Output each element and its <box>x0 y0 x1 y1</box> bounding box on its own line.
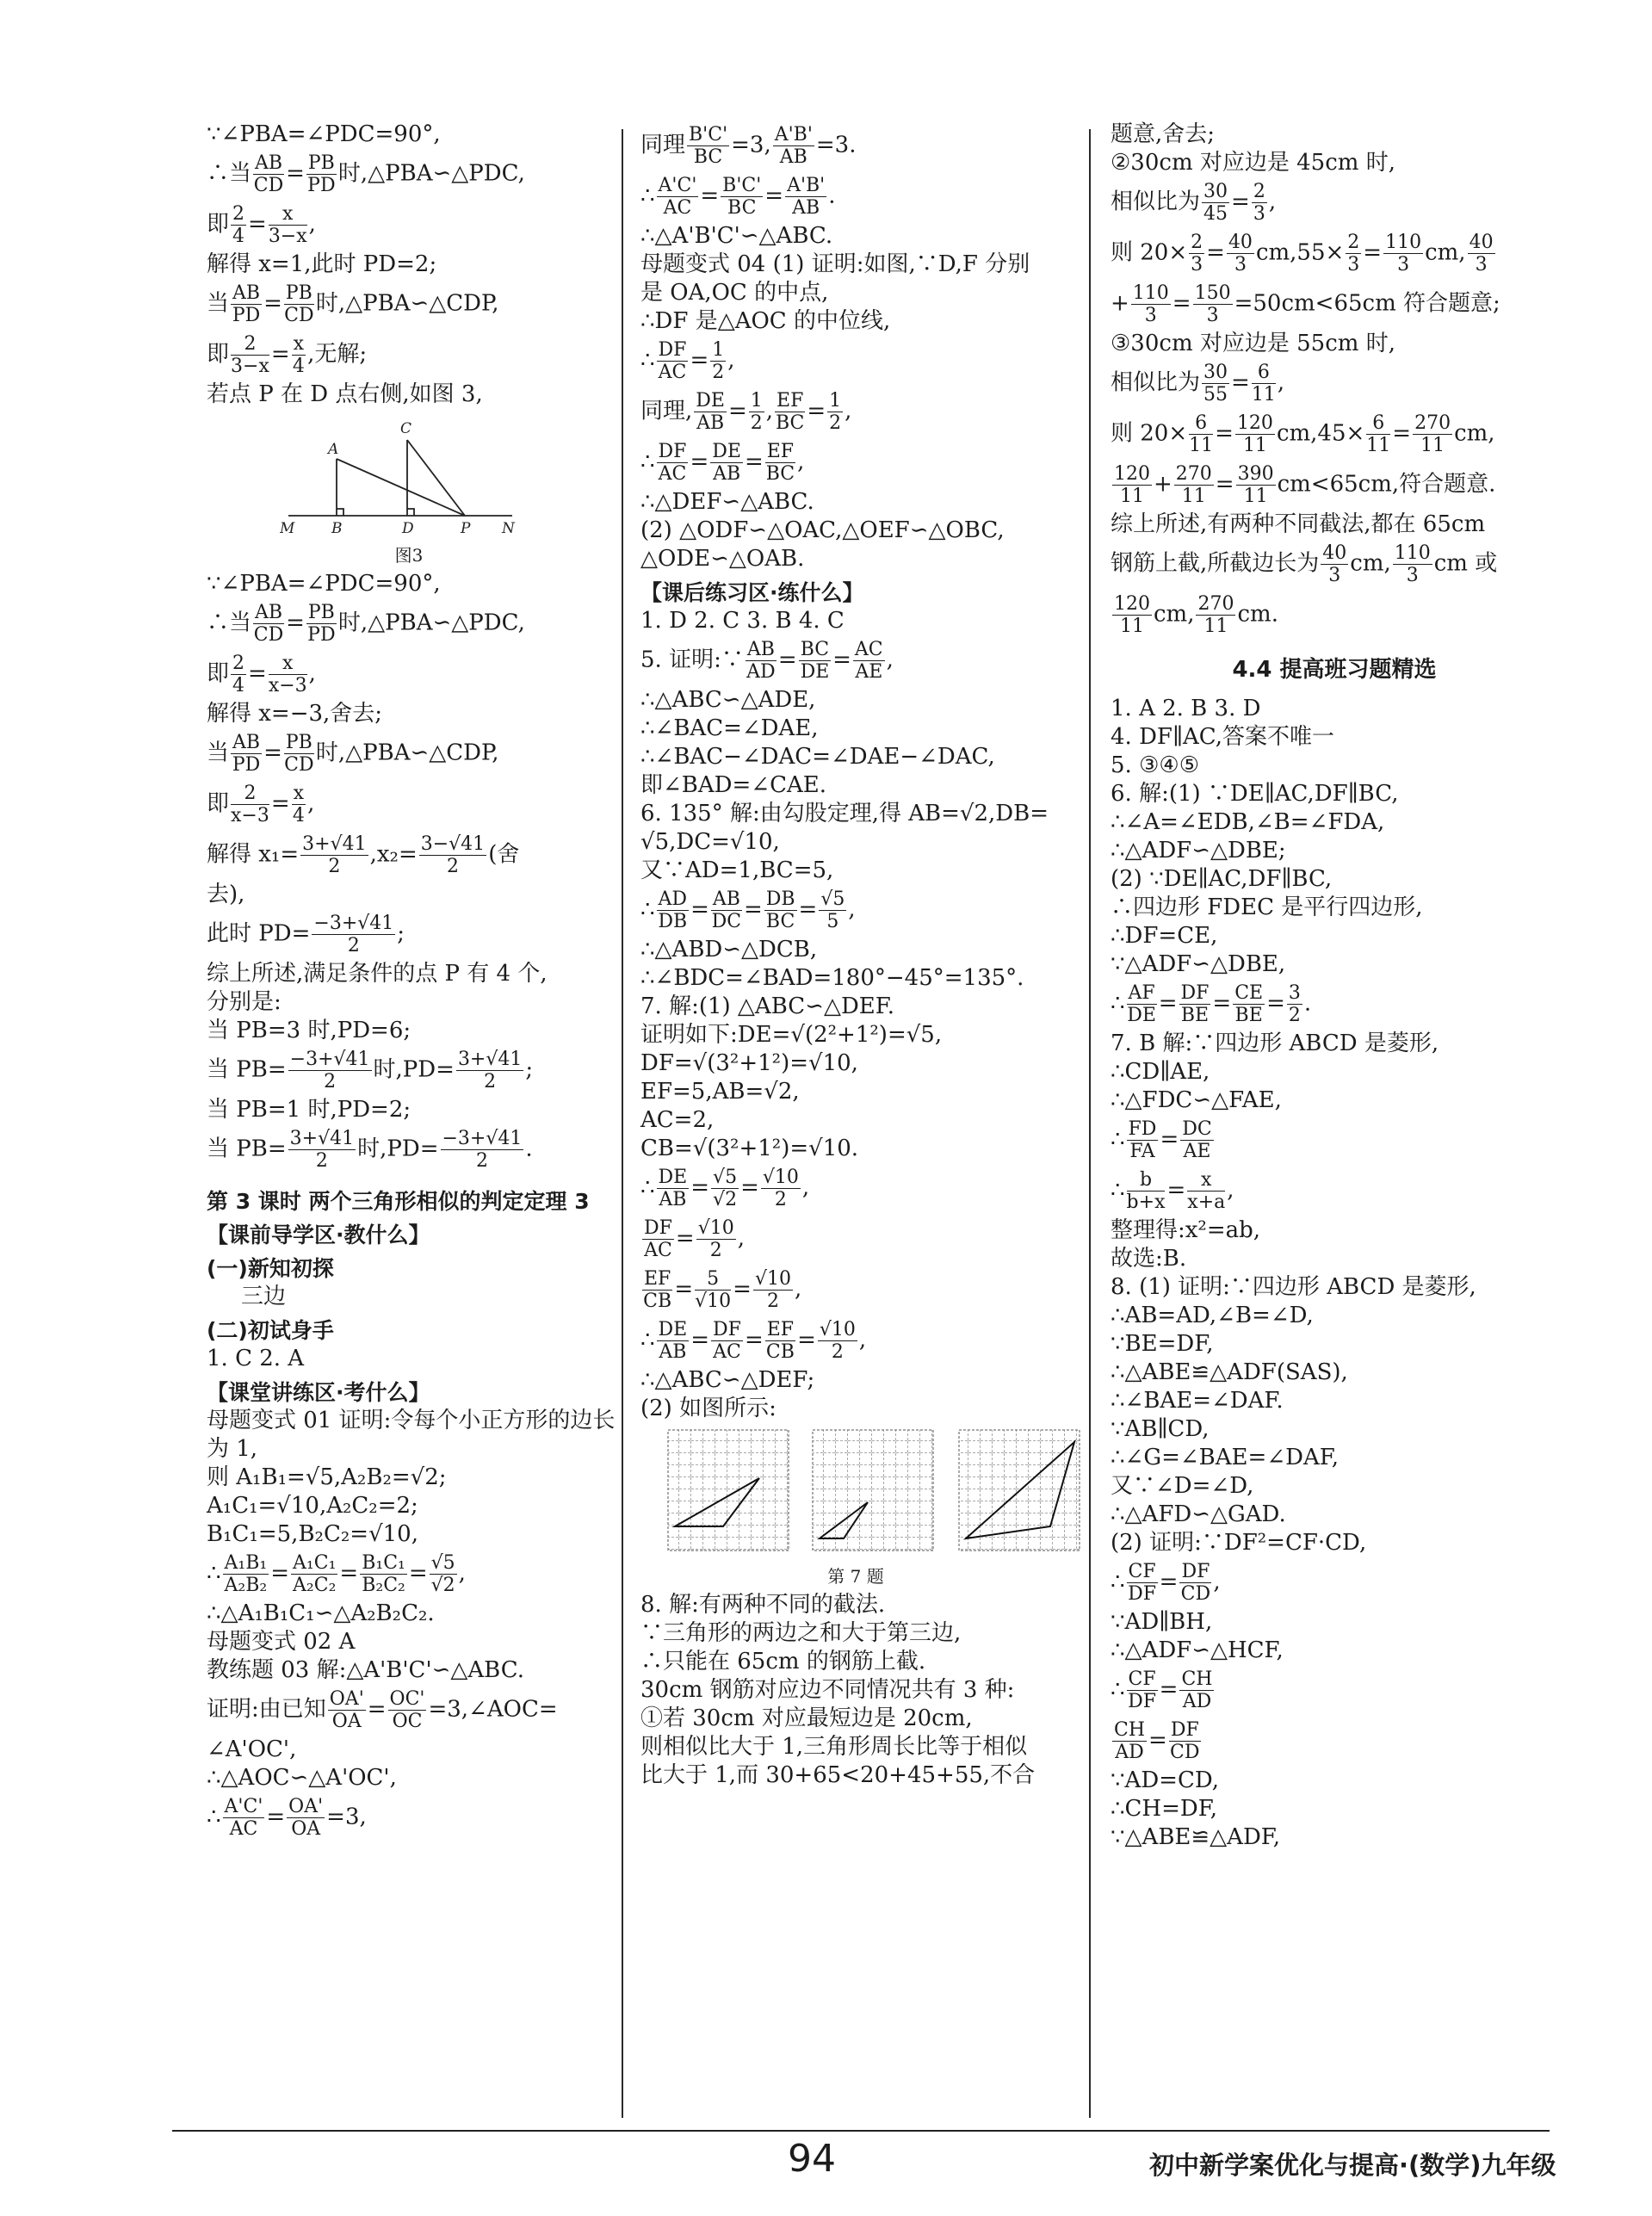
text-line: ∵∠PBA=∠PDC=90°, <box>207 571 441 597</box>
text-line: ∴△FDC∽△FAE, <box>1111 1087 1282 1113</box>
text-line: DF=√(3²+1²)=√10, <box>640 1050 858 1076</box>
text-line: ∴△DEF∽△ABC. <box>640 489 814 515</box>
math-line: ∴ $\frac{DF}{AC}$ = $\frac{DE}{AB}$ = $\frac{EF}{BC}$ , <box>640 441 805 485</box>
text-line: 综上所述,满足条件的点 P 有 4 个, <box>207 961 548 987</box>
text-line: ∴△A'B'C'∽△ABC. <box>640 223 833 249</box>
fig3-label-b: B <box>331 520 343 537</box>
text-line: (2) 如图所示: <box>640 1396 777 1421</box>
figure-3 <box>280 414 538 543</box>
figure-7-caption: 第 7 题 <box>827 1566 884 1587</box>
math-line: $\frac{120}{11}$ + $\frac{270}{11}$ = $\frac{390}{11}$ cm<65cm,符合题意. <box>1114 463 1496 507</box>
text-line: 整理得:x²=ab, <box>1111 1217 1261 1243</box>
text-line: ∵三角形的两边之和大于第三边, <box>640 1620 962 1646</box>
math-line: ∴ $\frac{b}{b+x}$ = $\frac{x}{x+a}$ , <box>1111 1169 1234 1213</box>
math-line: ∴ $\frac{AD}{DB}$ = $\frac{AB}{DC}$ = $\frac{DB}{BC}$ = $\frac{√5}{5}$ , <box>640 888 856 932</box>
text-line: ∴只能在 65cm 的钢筋上截. <box>640 1649 926 1674</box>
text-line: ∴△ABC∽△DEF; <box>640 1367 815 1393</box>
math-line: 此时 PD= $\frac{-3+√41}{2}$ ; <box>207 913 405 956</box>
subsection-header: (二)初试身手 <box>207 1318 334 1343</box>
text-line: ∵AD∥BH, <box>1111 1609 1213 1635</box>
column-divider-right <box>1089 129 1091 2118</box>
section-title: 4.4 提高班习题精选 <box>1232 657 1437 683</box>
right-angle-d <box>407 509 414 516</box>
math-line: ∴ $\frac{FD}{FA}$ = $\frac{DC}{AE}$ <box>1111 1118 1212 1162</box>
math-line: 相似比为 $\frac{30}{55}$ = $\frac{6}{11}$ , <box>1111 362 1285 405</box>
text-line: ∵∠PBA=∠PDC=90°, <box>207 121 441 147</box>
text-line: ∠A'OC', <box>207 1736 297 1762</box>
fig3-label-a: A <box>328 441 339 458</box>
text-line: AC=2, <box>640 1107 715 1133</box>
math-line: 解得 x₁= $\frac{3+√41}{2}$ ,x₂= $\frac{3-√41}{2}$ (舍 <box>207 833 520 877</box>
math-line: 钢筋上截,所截边长为 $\frac{40}{3}$ cm, $\frac{110}{3}$ cm 或 <box>1111 542 1498 586</box>
math-line: 相似比为 $\frac{30}{45}$ = $\frac{2}{3}$ , <box>1111 181 1277 225</box>
math-line: ∴当 $\frac{AB}{CD}$ = $\frac{PB}{PD}$ 时,△PBA∽△PDC, <box>207 152 525 196</box>
text-line: ③30cm 对应边是 55cm 时, <box>1111 331 1395 356</box>
grid-2 <box>813 1430 933 1551</box>
math-line: ∴当 $\frac{AB}{CD}$ = $\frac{PB}{PD}$ 时,△PBA∽△PDC, <box>207 602 525 646</box>
text-line: ∴∠BDC=∠BAD=180°−45°=135°. <box>640 965 1024 991</box>
text-line: ∵△ADF∽△DBE, <box>1111 951 1286 977</box>
text-line: 母题变式 02 A <box>207 1629 356 1655</box>
text-line: ①若 30cm 对应最短边是 20cm, <box>640 1705 973 1731</box>
text-line: 解得 x=−3,舍去; <box>207 701 383 727</box>
text-line: ∴△ABC∽△ADE, <box>640 687 816 713</box>
math-line: ∴ $\frac{A'C'}{AC}$ = $\frac{B'C'}{BC}$ = $\frac{A'B'}{AB}$ . <box>640 175 836 219</box>
text-line: 去), <box>207 882 245 907</box>
text-line: 比大于 1,而 30+65<20+45+55,不合 <box>640 1762 1036 1788</box>
text-line: ∴DF=CE, <box>1111 923 1218 949</box>
column-1 <box>207 121 616 1843</box>
text-line: 8. 解:有两种不同的截法. <box>640 1592 886 1618</box>
text-line: 综上所述,有两种不同截法,都在 65cm <box>1111 511 1486 537</box>
math-line: $\frac{DF}{AC}$ = $\frac{√10}{2}$ , <box>644 1217 745 1261</box>
text-line: EF=5,AB=√2, <box>640 1079 800 1105</box>
text-line: 30cm 钢筋对应边不同情况共有 3 种: <box>640 1677 1015 1703</box>
text-line: CB=√(3²+1²)=√10. <box>640 1136 859 1161</box>
segment-ap <box>337 459 465 516</box>
math-line: + $\frac{110}{3}$ = $\frac{150}{3}$ =50cm<65cm 符合题意; <box>1111 282 1500 326</box>
section-header: 【课前导学区·教什么】 <box>207 1223 430 1247</box>
section-header: 【课后练习区·练什么】 <box>640 580 864 605</box>
text-line: ∴△ABE≌△ADF(SAS), <box>1111 1359 1348 1385</box>
text-line: (2) ∵DE∥AC,DF∥BC, <box>1111 866 1333 892</box>
fig3-label-d: D <box>402 520 414 537</box>
text-line: 若点 P 在 D 点右侧,如图 3, <box>207 381 483 407</box>
text-line: 是 OA,OC 的中点, <box>640 280 829 306</box>
text-line: ∴△ADF∽△DBE; <box>1111 838 1286 863</box>
math-line: 即 $\frac{2}{4}$ = $\frac{x}{3-x}$ , <box>207 203 316 247</box>
text-line: ∵AB∥CD, <box>1111 1416 1210 1442</box>
math-line: 同理 $\frac{B'C'}{BC}$ =3, $\frac{A'B'}{AB}$ =3. <box>640 124 857 168</box>
text-line: 又∵AD=1,BC=5, <box>640 857 834 883</box>
text-line: 母题变式 04 (1) 证明:如图,∵D,F 分别 <box>640 251 1030 277</box>
lesson-title: 第 3 课时 两个三角形相似的判定定理 3 <box>207 1189 590 1214</box>
text-line: 为 1, <box>207 1436 258 1462</box>
math-line: $\frac{EF}{CB}$ = $\frac{5}{√10}$ = $\frac{√10}{2}$ , <box>643 1268 802 1312</box>
text-line: 解得 x=1,此时 PD=2; <box>207 251 437 277</box>
math-line: 则 20× $\frac{6}{11}$ = $\frac{120}{11}$ cm,45× $\frac{6}{11}$ = $\frac{270}{11}$ cm, <box>1111 412 1495 456</box>
text-line: ∴△AFD∽△GAD. <box>1111 1501 1286 1527</box>
text-line: 5. ③④⑤ <box>1111 752 1199 778</box>
text-line: 7. 解:(1) △ABC∽△DEF. <box>640 993 895 1019</box>
footer-rule <box>172 2130 1550 2132</box>
answer-line: 1. D 2. C 3. B 4. C <box>640 608 845 634</box>
page-number: 94 <box>788 2137 836 2181</box>
math-line: 当 PB= $\frac{-3+√41}{2}$ 时,PD= $\frac{3+√41}{2}$ ; <box>207 1049 534 1093</box>
text-line: ∴四边形 FDEC 是平行四边形, <box>1111 894 1423 920</box>
text-line: 教练题 03 解:△A'B'C'∽△ABC. <box>207 1657 524 1683</box>
text-line: ∵△ABE≌△ADF, <box>1111 1824 1281 1850</box>
fig3-label-m: M <box>280 520 295 537</box>
text-line: 当 PB=3 时,PD=6; <box>207 1018 411 1043</box>
math-line: 即 $\frac{2}{x-3}$ = $\frac{x}{4}$ , <box>207 783 315 826</box>
text-line: ∴∠BAC−∠DAC=∠DAE−∠DAC, <box>640 744 995 770</box>
fig3-label-c: C <box>400 420 412 437</box>
text-line: 三边 <box>241 1284 287 1309</box>
column-2 <box>640 121 1071 1790</box>
text-line: 故选:B. <box>1111 1246 1187 1272</box>
text-line: ∴DF 是△AOC 的中位线, <box>640 308 891 334</box>
math-line: $\frac{CH}{AD}$ = $\frac{DF}{CD}$ <box>1114 1719 1200 1763</box>
figure-3-caption: 图3 <box>394 545 424 566</box>
text-line: ∴AB=AD,∠B=∠D, <box>1111 1303 1314 1328</box>
math-line: ∴ $\frac{DE}{AB}$ = $\frac{DF}{AC}$ = $\frac{EF}{CB}$ = $\frac{√10}{2}$ , <box>640 1319 867 1363</box>
text-line: 7. B 解:∵四边形 ABCD 是菱形, <box>1111 1031 1439 1056</box>
text-line: 8. (1) 证明:∵四边形 ABCD 是菱形, <box>1111 1274 1476 1300</box>
text-line: A₁C₁=√10,A₂C₂=2; <box>207 1493 418 1519</box>
math-line: ∴ $\frac{CF}{DF}$ = $\frac{DF}{CD}$ , <box>1111 1561 1221 1605</box>
figure-7-grids <box>666 1428 1097 1557</box>
text-line: ∴△ABD∽△DCB, <box>640 937 818 963</box>
text-line: 分别是: <box>207 989 282 1015</box>
math-line: 当 $\frac{AB}{PD}$ = $\frac{PB}{CD}$ 时,△PBA∽△CDP, <box>207 282 499 326</box>
math-line: 同理, $\frac{DE}{AB}$ = $\frac{1}{2}$ , $\frac{EF}{BC}$ = $\frac{1}{2}$ , <box>640 390 852 434</box>
text-line: ∴CD∥AE, <box>1111 1059 1210 1085</box>
text-line: ∵AD=CD, <box>1111 1767 1220 1793</box>
math-line: ∴ $\frac{DE}{AB}$ = $\frac{√5}{√2}$ = $\frac{√10}{2}$ , <box>640 1167 810 1210</box>
text-line: B₁C₁=5,B₂C₂=√10, <box>207 1521 418 1547</box>
math-line: 当 $\frac{AB}{PD}$ = $\frac{PB}{CD}$ 时,△PBA∽△CDP, <box>207 732 499 776</box>
math-line: 5. 证明:∵ $\frac{AB}{AD}$ = $\frac{BC}{DE}$ = $\frac{AC}{AE}$ , <box>640 639 894 683</box>
math-line: 即 $\frac{2}{4}$ = $\frac{x}{x-3}$ , <box>207 653 316 696</box>
text-line: 证明如下:DE=√(2²+1²)=√5, <box>640 1022 943 1048</box>
text-line: ∴△A₁B₁C₁∽△A₂B₂C₂. <box>207 1600 435 1626</box>
column-3 <box>1111 121 1558 1852</box>
text-line: ∴△ADF∽△HCF, <box>1111 1637 1284 1663</box>
text-line: √5,DC=√10, <box>640 829 780 855</box>
text-line: 当 PB=1 时,PD=2; <box>207 1097 411 1123</box>
text-line: 6. 135° 解:由勾股定理,得 AB=√2,DB= <box>640 801 1049 826</box>
figure-3-drawing <box>288 440 512 516</box>
answer-line: 1. A 2. B 3. D <box>1111 696 1261 721</box>
text-line: 又∵∠D=∠D, <box>1111 1473 1254 1499</box>
math-line: 即 $\frac{2}{3-x}$ = $\frac{x}{4}$ ,无解; <box>207 333 368 377</box>
math-line: ∴ $\frac{AF}{DE}$ = $\frac{DF}{BE}$ = $\frac{CE}{BE}$ = $\frac{3}{2}$ . <box>1111 982 1312 1026</box>
right-angle-b <box>337 509 343 516</box>
text-line: △ODE∽△OAB. <box>640 546 805 572</box>
math-line: ∴ $\frac{\text{A₁B₁}}{\text{A₂B₂}}$ = $\frac{\text{A₁C₁}}{\text{A₂C₂}}$ = $\frac{\text{B₁C₁}}{\text{B₂C₂}}$ = $\frac{√5}{√2}$ , <box>207 1552 466 1596</box>
column-divider-left <box>622 129 623 2118</box>
math-line: 当 PB= $\frac{3+√41}{2}$ 时,PD= $\frac{-3+√41}{2}$ . <box>207 1128 533 1172</box>
text-line: ∴CH=DF, <box>1111 1796 1217 1822</box>
text-line: 题意,舍去; <box>1111 121 1216 147</box>
text-line: 则相似比大于 1,三角形周长比等于相似 <box>640 1734 1028 1760</box>
math-line: $\frac{120}{11}$ cm, $\frac{270}{11}$ cm. <box>1114 593 1278 637</box>
fig3-label-p: P <box>461 520 471 537</box>
subsection-header: (一)新知初探 <box>207 1256 334 1281</box>
grid-3 <box>959 1430 1080 1551</box>
text-line: ∴∠BAE=∠DAF. <box>1111 1388 1284 1414</box>
text-line: 6. 解:(1) ∵DE∥AC,DF∥BC, <box>1111 781 1399 807</box>
text-line: ②30cm 对应边是 45cm 时, <box>1111 150 1395 176</box>
math-line: ∴ $\frac{DF}{AC}$ = $\frac{1}{2}$ , <box>640 339 735 383</box>
text-line: ∴△AOC∽△A'OC', <box>207 1765 397 1791</box>
section-header: 【课堂讲练区·考什么】 <box>207 1380 430 1405</box>
math-line: 则 20× $\frac{2}{3}$ = $\frac{40}{3}$ cm,55× $\frac{2}{3}$ = $\frac{110}{3}$ cm, $\frac{40}{3}$ <box>1111 232 1494 275</box>
text-line: ∴∠G=∠BAE=∠DAF, <box>1111 1445 1339 1470</box>
math-line: ∴ $\frac{A'C'}{AC}$ = $\frac{OA'}{OA}$ =3, <box>207 1796 367 1840</box>
text-line: (2) 证明:∵DF²=CF·CD, <box>1111 1530 1367 1556</box>
book-title: 初中新学案优化与提高·(数学)九年级 <box>1149 2151 1556 2180</box>
math-line: ∴ $\frac{CF}{DF}$ = $\frac{CH}{AD}$ <box>1111 1668 1213 1712</box>
text-line: ∵BE=DF, <box>1111 1331 1214 1357</box>
text-line: ∴∠A=∠EDB,∠B=∠FDA, <box>1111 809 1385 835</box>
text-line: 4. DF∥AC,答案不唯一 <box>1111 724 1334 750</box>
segment-cp <box>407 440 465 516</box>
answer-line: 1. C 2. A <box>207 1346 305 1371</box>
math-line: 证明:由已知 $\frac{OA'}{OA}$ = $\frac{OC'}{OC}$ =3,∠AOC= <box>207 1688 558 1732</box>
fig3-label-n: N <box>502 520 515 537</box>
text-line: 母题变式 01 证明:令每个小正方形的边长 <box>207 1408 616 1433</box>
text-line: 即∠BAD=∠CAE. <box>640 772 826 798</box>
text-line: 则 A₁B₁=√5,A₂B₂=√2; <box>207 1464 447 1490</box>
text-line: ∴∠BAC=∠DAE, <box>640 715 819 741</box>
text-line: (2) △ODF∽△OAC,△OEF∽△OBC, <box>640 517 1005 543</box>
grid-1 <box>668 1430 789 1551</box>
